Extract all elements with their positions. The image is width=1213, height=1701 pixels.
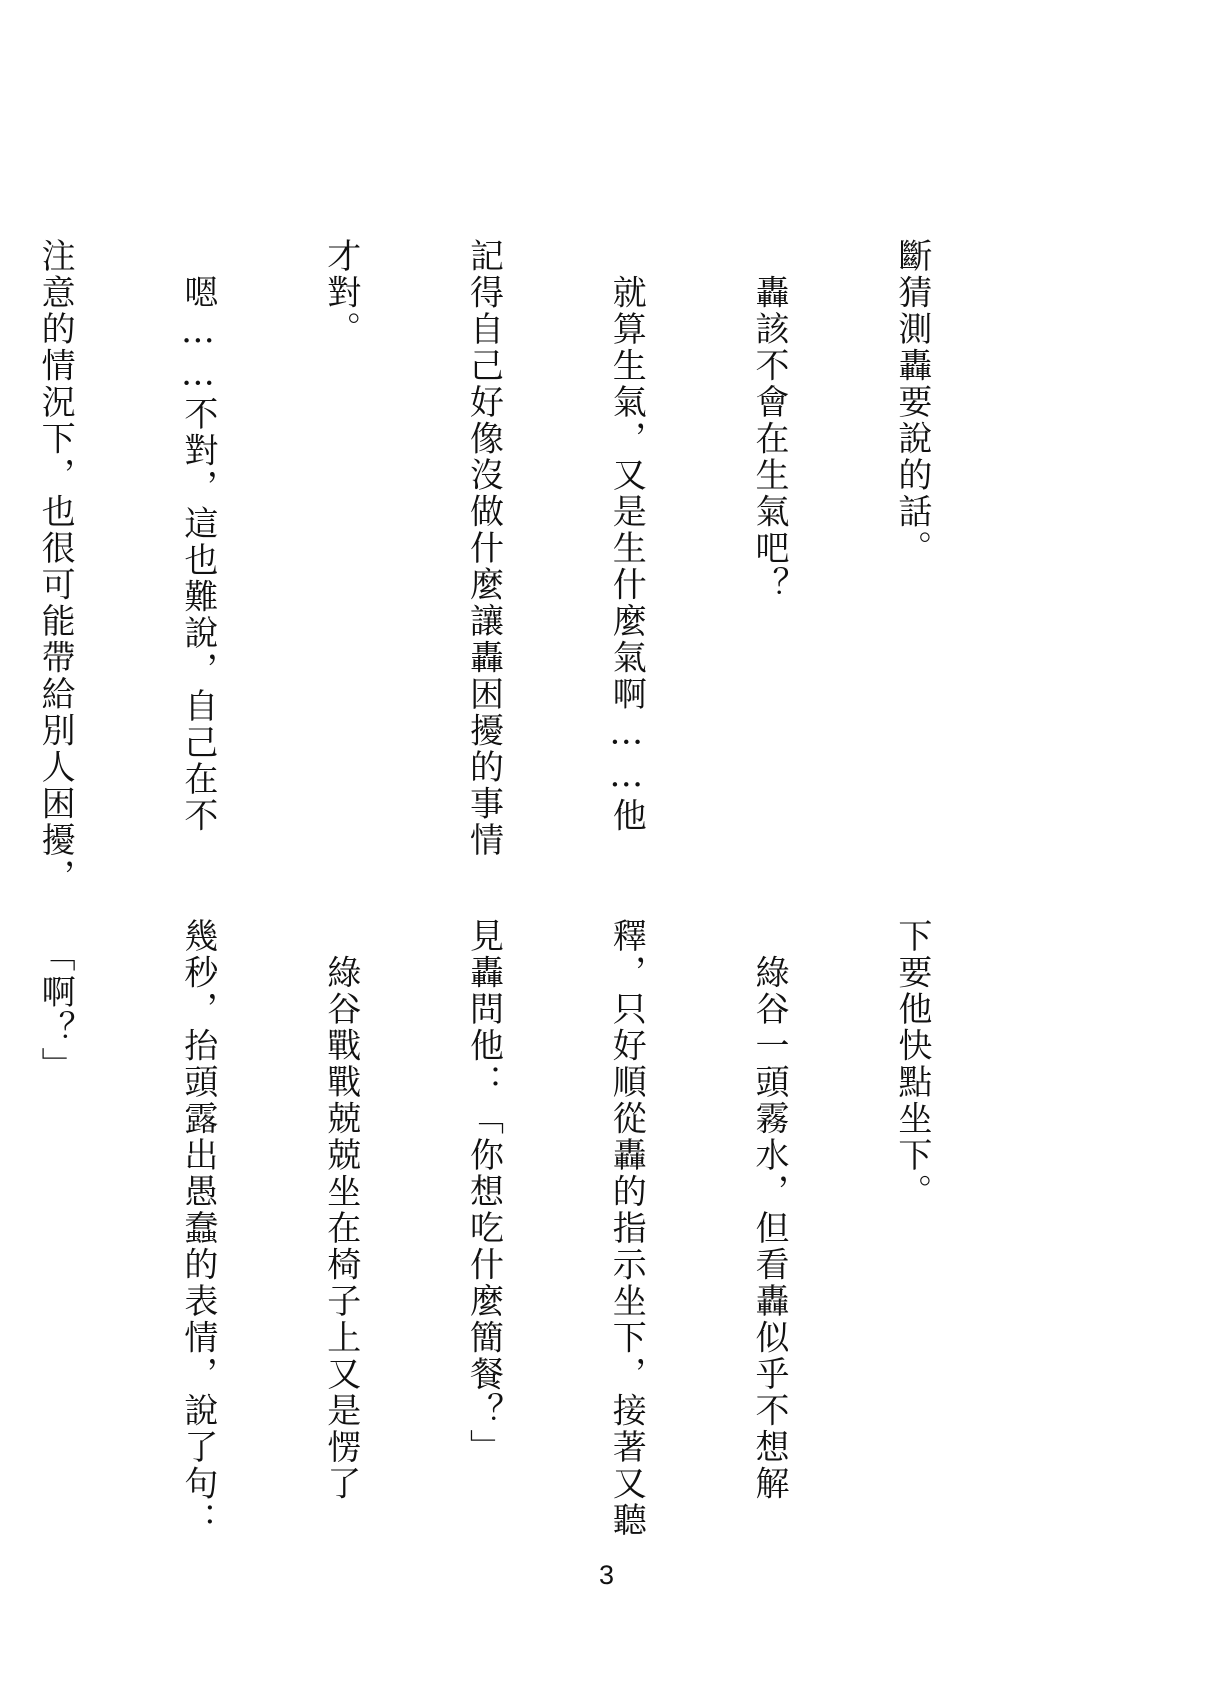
text-column: 下要他快點坐下。	[891, 918, 932, 1210]
text-column: 幾秒，抬頭露出愚蠢的表情，說了句：	[177, 918, 218, 1539]
page-number: 3	[598, 1560, 615, 1590]
text-column: 釋，只好順從轟的指示坐下，接著又聽	[606, 918, 647, 1539]
text-column: 轟該不會在生氣吧？	[749, 238, 790, 603]
upper-text-block	[35, 238, 1030, 895]
text-column: 見轟問他：「你想吃什麼簡餐？」	[463, 918, 504, 1466]
text-column: 「啊？」	[35, 918, 76, 1084]
text-column: 綠谷戰戰兢兢坐在椅子上又是愣了	[320, 918, 361, 1502]
text-column: 注意的情況下，也很可能帶給別人困擾，	[35, 238, 76, 895]
text-column: 才對。	[320, 238, 361, 348]
text-column: 就算生氣，又是生什麼氣啊……他	[606, 238, 647, 834]
text-column: 記得自己好像沒做什麼讓轟困擾的事情	[463, 238, 504, 859]
lower-text-block	[35, 918, 1030, 1539]
text-column: 綠谷一頭霧水，但看轟似乎不想解	[749, 918, 790, 1502]
text-column: 嗯……不對，這也難說，自己在不	[177, 238, 218, 834]
text-column: 斷猜測轟要說的話。	[891, 238, 932, 567]
